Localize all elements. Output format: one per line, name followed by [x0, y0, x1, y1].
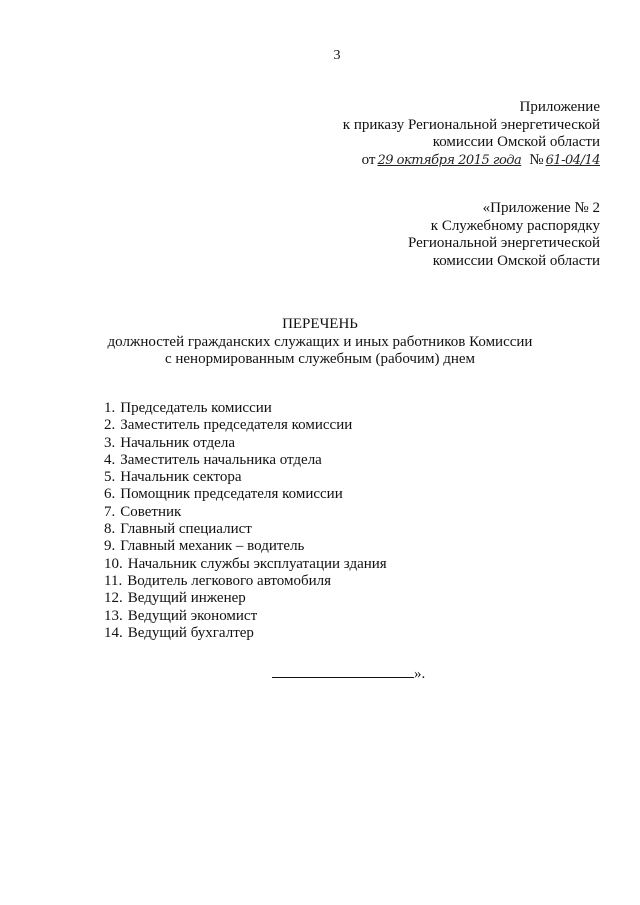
title-subtitle-line1: должностей гражданских служащих и иных работников Комиссии: [107, 333, 533, 350]
appendix2-header: [408, 200, 600, 270]
appendix-header: [343, 99, 600, 169]
order-date-number-line: [343, 152, 600, 170]
closing-mark: [272, 664, 425, 683]
list-item: 11. Водитель легкового автомобиля: [104, 572, 332, 589]
list-item: 14. Ведущий бухгалтер: [104, 624, 254, 641]
list-item: 2. Заместитель председателя комиссии: [104, 417, 353, 434]
title-heading: ПЕРЕЧЕНЬ: [282, 316, 358, 332]
appendix-label: Приложение: [519, 99, 600, 115]
list-item: 12. Ведущий инженер: [104, 590, 246, 607]
list-item: 3. Начальник отдела: [104, 434, 235, 451]
appendix2-region-line: комиссии Омской области: [432, 252, 600, 269]
appendix2-label: «Приложение № 2: [482, 200, 600, 216]
appendix-order-line: к приказу Региональной энергетической: [342, 116, 600, 133]
list-item: 13. Ведущий экономист: [104, 607, 258, 624]
date-prefix: от: [361, 151, 376, 168]
list-item: 9. Главный механик – водитель: [104, 538, 305, 555]
document-title: [0, 316, 640, 369]
number-label: №: [529, 151, 544, 168]
list-item: 10. Начальник службы эксплуатации здания: [104, 555, 387, 572]
handwritten-date: 29 октября 2015 года: [377, 152, 522, 168]
list-item: 7. Советник: [104, 503, 182, 520]
list-item: 4. Заместитель начальника отдела: [104, 451, 322, 468]
closing-quote: ».: [414, 666, 426, 682]
title-subtitle-line2: с ненормированным служебным (рабочим) днем: [164, 351, 476, 367]
page-number: 3: [333, 48, 341, 63]
list-item: 5. Начальник сектора: [104, 469, 242, 486]
positions-list: [104, 400, 387, 642]
list-item: 6. Помощник председателя комиссии: [104, 486, 343, 503]
appendix-commission-line: комиссии Омской области: [432, 134, 600, 150]
handwritten-number: 61-04/14: [545, 152, 600, 168]
list-item: 8. Главный специалист: [104, 521, 252, 538]
list-item: 1. Председатель комиссии: [104, 400, 272, 416]
appendix2-regulation-line: к Служебному распорядку: [430, 217, 600, 234]
closing-rule: [272, 664, 414, 678]
appendix2-commission-line: Региональной энергетической: [407, 235, 600, 251]
